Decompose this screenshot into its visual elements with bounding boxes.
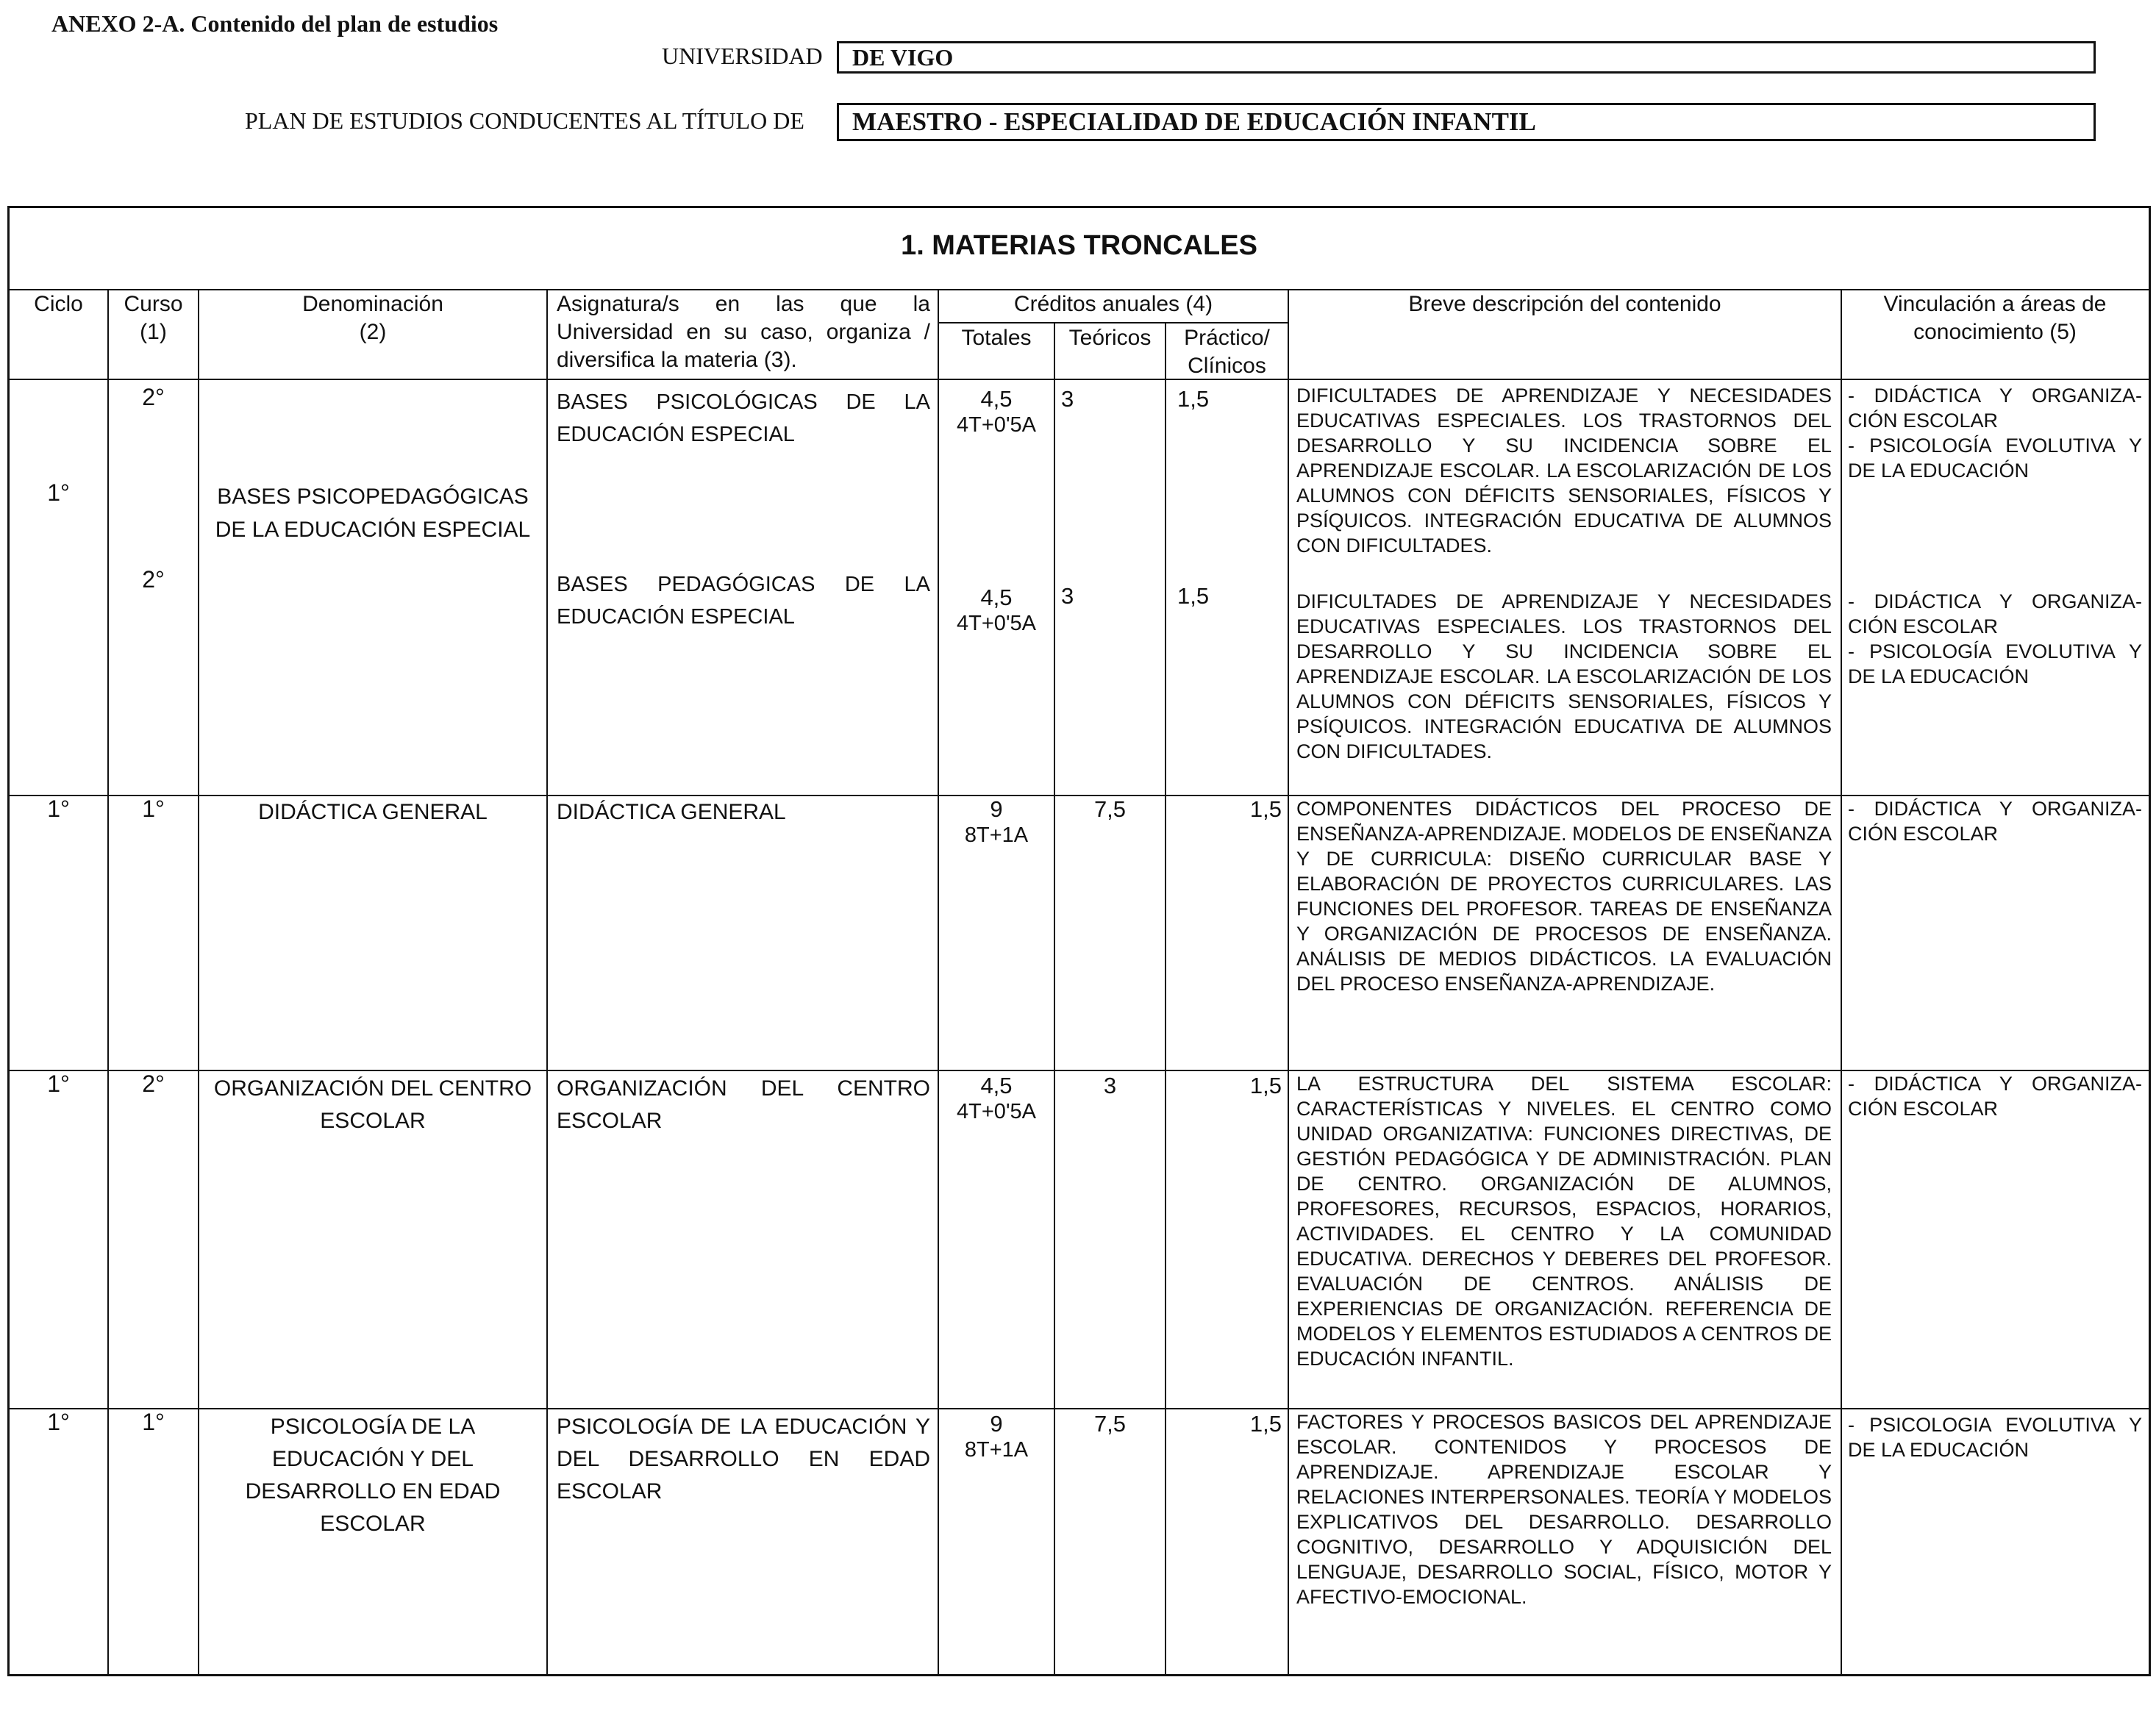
col-header-asignaturas: Asignatura/s en las que la Universidad en su caso, organiza / diversifica la materia (3). (557, 292, 930, 372)
row1-ciclo: 1° (47, 479, 70, 506)
plan-label: PLAN DE ESTUDIOS CONDUCENTES AL TÍTULO DE (245, 107, 804, 134)
row4-totales: 9 (990, 1411, 1003, 1437)
col-rule-teoricos (1165, 322, 1166, 1674)
row2-descripcion: COMPONENTES DIDÁCTICOS DEL PROCESO DE ENSEÑANZA-APRENDIZAJE. MODELOS DE ENSEÑANZA Y DE CURRICULA: DISEÑO CURRICULAR BASE Y ELABORACIÓN DE PROYECTOS CURRICULARES. LAS FUNCIONES DEL PROFESOR. TAREAS DE ENSEÑANZA Y ORGANIZACIÓN DE PROCESOS DE ENSEÑANZA. ANÁLISIS DE MEDIOS DIDÁCTICOS. LA EVALUACIÓN DEL PROCESO ENSEÑANZA-APRENDIZAJE. (1296, 798, 1832, 995)
row2-denominacion: DIDÁCTICA GENERAL (258, 800, 488, 824)
row3-ciclo: 1° (47, 1070, 70, 1097)
row4-ciclo: 1° (47, 1409, 70, 1435)
col-header-denominacion: Denominación (302, 292, 443, 316)
row1b-area-1: - DIDÁCTICA Y ORGANIZA-CIÓN ESCOLAR (1848, 590, 2142, 637)
col-header-creditos: Créditos anuales (4) (1013, 292, 1213, 316)
row3-area-1: - DIDÁCTICA Y ORGANIZA-CIÓN ESCOLAR (1848, 1073, 2142, 1120)
col-rule-practicos (1288, 289, 1289, 1674)
row3-denominacion: ORGANIZACIÓN DEL CENTRO ESCOLAR (213, 1076, 532, 1133)
col-header-descripcion: Breve descripción del contenido (1408, 292, 1721, 316)
row2-area-1: - DIDÁCTICA Y ORGANIZA-CIÓN ESCOLAR (1848, 798, 2142, 845)
col-rule-denominacion (546, 289, 548, 1674)
university-label: UNIVERSIDAD (662, 43, 823, 69)
col-rule-ciclo (107, 289, 109, 1674)
row1b-curso: 2° (142, 566, 165, 593)
row1b-descripcion: DIFICULTADES DE APRENDIZAJE Y NECESIDADES EDUCATIVAS ESPECIALES. LOS TRASTORNOS DEL DESARROLLO Y SU INCIDENCIA SOBRE EL APRENDIZAJE ESCOLAR. LA ESCOLARIZACIÓN DE LOS ALUMNOS CON DÉFICITS SENSORIALES, FÍSICOS Y PSÍQUICOS. INTEGRACIÓN EDUCATIVA DE ALUMNOS CON DIFICULTADES. (1296, 590, 1832, 762)
col-header-practicos: Práctico/ Clínicos (1184, 326, 1270, 378)
row1a-descripcion: DIFICULTADES DE APRENDIZAJE Y NECESIDADES EDUCATIVAS ESPECIALES. LOS TRASTORNOS DEL DESARROLLO Y SU INCIDENCIA SOBRE EL APRENDIZAJE ESCOLAR. LA ESCOLARIZACIÓN DE LOS ALUMNOS CON DÉFICITS SENSORIALES, FÍSICOS Y PSÍQUICOS. INTEGRACIÓN EDUCATIVA DE ALUMNOS CON DIFICULTADES. (1296, 385, 1832, 557)
col-header-vinculacion: Vinculación a áreas de conocimiento (5) (1883, 292, 2107, 344)
university-field: DE VIGO (837, 41, 2096, 74)
col-header-totales: Totales (961, 326, 1032, 350)
row1-denominacion: BASES PSICOPEDAGÓGICAS DE LA EDUCACIÓN ESPECIAL (215, 485, 531, 542)
row3-descripcion: LA ESTRUCTURA DEL SISTEMA ESCOLAR: CARACTERÍSTICAS Y NIVELES. EL CENTRO COMO UNIDAD ORGANIZATIVA: FUNCIONES DIRECTIVAS, DE GESTIÓN PEDAGÓGICA Y DE ADMINISTRACIÓN. PLAN DE CENTRO. ORGANIZACIÓN DE ALUMNOS, PROFESORES, RECURSOS, ESPACIOS, HORARIOS, ACTIVIDADES. EL CENTRO Y LA COMUNIDAD EDUCATIVA. DERECHOS Y DEBERES DEL PROFESOR. EVALUACIÓN DE CENTROS. ANÁLISIS DE EXPERIENCIAS DE ORGANIZACIÓN. REFERENCIA DE MODELOS Y ELEMENTOS ESTUDIADOS A CENTROS DE EDUCACIÓN INFANTIL. (1296, 1073, 1832, 1370)
plan-title-field: MAESTRO - ESPECIALIDAD DE EDUCACIÓN INFANTIL (837, 103, 2096, 141)
row2-curso: 1° (142, 796, 165, 822)
row3-totales-detail: 4T+0'5A (957, 1100, 1036, 1123)
row3-curso: 2° (142, 1070, 165, 1097)
col-header-teoricos: Teóricos (1068, 326, 1152, 350)
row2-totales-detail: 8T+1A (964, 823, 1029, 847)
row4-asignatura: PSICOLOGÍA DE LA EDUCACIÓN Y DEL DESARROLLO EN EDAD ESCOLAR (557, 1415, 930, 1504)
row1a-totales: 4,5 (980, 386, 1013, 412)
row2-totales: 9 (990, 796, 1003, 822)
col-header-denominacion-note: (2) (359, 320, 387, 344)
credits-subheader-rule (938, 322, 1288, 323)
row4-curso: 1° (142, 1409, 165, 1435)
col-rule-totales (1054, 322, 1055, 1674)
row3-totales: 4,5 (980, 1073, 1013, 1098)
row1b-asignatura: BASES PEDAGÓGICAS DE LA EDUCACIÓN ESPECIAL (557, 573, 930, 629)
row2-ciclo: 1° (47, 796, 70, 822)
row1a-area-2: - PSICOLOGÍA EVOLUTIVA Y DE LA EDUCACIÓN (1848, 435, 2142, 482)
row4-area-1: - PSICOLOGIA EVOLUTIVA Y DE LA EDUCACIÓN (1848, 1414, 2142, 1461)
section-title: 1. MATERIAS TRONCALES (901, 230, 1257, 261)
row1a-practicos: 1,5 (1177, 386, 1210, 412)
row1a-curso: 2° (142, 384, 165, 410)
row1a-area-1: - DIDÁCTICA Y ORGANIZA-CIÓN ESCOLAR (1848, 385, 2142, 432)
row3-teoricos: 3 (1103, 1073, 1117, 1098)
row2-teoricos: 7,5 (1093, 796, 1127, 822)
annex-title: ANEXO 2-A. Contenido del plan de estudios (51, 10, 499, 37)
row4-teoricos: 7,5 (1093, 1411, 1127, 1437)
col-header-ciclo: Ciclo (34, 292, 83, 316)
col-header-curso-note: (1) (140, 320, 167, 344)
row4-practicos: 1,5 (1249, 1411, 1282, 1437)
row1b-practicos: 1,5 (1177, 583, 1210, 609)
header-bottom-rule (10, 379, 2149, 380)
row3-asignatura: ORGANIZACIÓN DEL CENTRO ESCOLAR (557, 1076, 930, 1133)
row1b-teoricos: 3 (1061, 583, 1074, 609)
row1a-asignatura: BASES PSICOLÓGICAS DE LA EDUCACIÓN ESPECIAL (557, 390, 930, 446)
col-header-curso: Curso (124, 292, 183, 316)
row1b-totales-detail: 4T+0'5A (957, 612, 1036, 635)
col-rule-asignatura (938, 289, 939, 1674)
materias-troncales-table (7, 206, 2151, 1676)
col-rule-descripcion (1841, 289, 1842, 1674)
row3-practicos: 1,5 (1249, 1073, 1282, 1098)
row1a-totales-detail: 4T+0'5A (957, 413, 1036, 437)
row4-denominacion: PSICOLOGÍA DE LA EDUCACIÓN Y DEL DESARROLLO EN EDAD ESCOLAR (245, 1415, 501, 1536)
row4-totales-detail: 8T+1A (964, 1438, 1029, 1462)
row1b-totales: 4,5 (980, 584, 1013, 610)
row4-descripcion: FACTORES Y PROCESOS BASICOS DEL APRENDIZAJE ESCOLAR. CONTENIDOS Y PROCESOS DE APRENDIZAJE. APRENDIZAJE ESCOLAR Y RELACIONES INTERPERSONALES. TEORÍA Y MODELOS EXPLICATIVOS DEL DESARROLLO. DESARROLLO COGNITIVO, DESARROLLO Y ADQUISICIÓN DEL LENGUAJE, DESARROLLO SOCIAL, FÍSICO, MOTOR Y AFECTIVO-EMOCIONAL. (1296, 1411, 1832, 1608)
row1b-area-2: - PSICOLOGÍA EVOLUTIVA Y DE LA EDUCACIÓN (1848, 640, 2142, 687)
row2-asignatura: DIDÁCTICA GENERAL (557, 800, 786, 824)
row2-practicos: 1,5 (1249, 796, 1282, 822)
row1a-teoricos: 3 (1061, 386, 1074, 412)
